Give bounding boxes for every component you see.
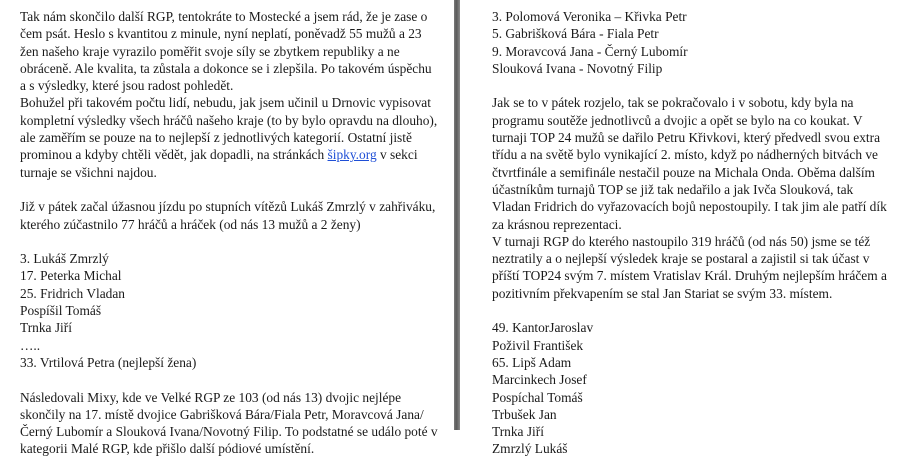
list-item: Marcinkech Josef: [492, 372, 587, 388]
list-item: Pospíšil Tomáš: [20, 303, 102, 319]
sipky-org-link[interactable]: šipky.org: [327, 147, 377, 163]
list-item: 3. Lukáš Zmrzlý: [20, 251, 109, 267]
warmup-results-list: [20, 250, 438, 371]
list-item: 49. KantorJaroslav: [492, 320, 594, 336]
summary-paragraph: [20, 94, 438, 180]
list-item: Trbušek Jan: [492, 406, 557, 422]
list-item: 17. Peterka Michal: [20, 268, 122, 284]
left-column: [20, 8, 438, 458]
list-item: 5. Gabrišková Bára - Fiala Petr: [492, 26, 659, 42]
list-item: Trnka Jiří: [492, 424, 544, 440]
summary-text-end: v sekci turnaje se všichni najdou.: [20, 147, 418, 180]
list-item: 9. Moravcová Jana - Černý Lubomír: [492, 43, 688, 59]
list-item: 33. Vrtilová Petra (nejlepší žena): [20, 354, 197, 370]
list-item: Pospíchal Tomáš: [492, 389, 583, 405]
right-page: [460, 0, 900, 457]
list-item: Trnka Jiří: [20, 320, 72, 336]
mixed-pairs-paragraph: Následovali Mixy, kde ve Velké RGP ze 103 (od nás 13) dvojic nejlépe skončily na 17. místě dvojice Gabrišková Bára/Fiala Petr, Moravcová Jana/Černý Lubomír a Slouková Ivana/Novotný Filip. To podstatné se událo poté v kategorii Malé RGP, kde přišlo další pódiové umístění.: [20, 389, 438, 457]
list-item: 65. Lipš Adam: [492, 354, 572, 370]
intro-paragraph: Tak nám skončilo další RGP, tentokráte to Mostecké a jsem rád, že je zase o čem psát. Heslo s kvantitou z minule, nyní neplatí, poněvadž 55 mužů a 23 žen našeho kraje vyrazilo poměřit svoje síly se zbytkem republiky a ne obráceně. Ale kvalita, ta zůstala a dokonce se i zlepšila. Po takovém úspěchu a s výsledky, které jsou radost pohledět.: [20, 9, 432, 94]
list-item: Zmrzlý Lukáš: [492, 441, 568, 457]
right-column: [492, 8, 892, 458]
summary-text-start: Bohužel při takovém počtu lidí, nebudu, jak jsem učinil u Drnovic vypisovat kompletní výsledky všech hráčů našeho kraje (to by bylo opravdu na dlouho), ale zaměřím se pouze na to nejlepší z jednotlivých kategorií. Ostatní jistě prominou a kdyby chtěli vědět, jak dopadli, na stránkách: [20, 95, 438, 163]
list-item: 3. Polomová Veronika – Křivka Petr: [492, 9, 687, 24]
saturday-paragraph: Jak se to v pátek rozjelo, tak se pokračovalo i v sobotu, kdy byla na programu soutěže jednotlivců a dvojic a opět se bylo na co koukat. V turnaji TOP 24 mužů se dařilo Petru Křivkovi, který předvedl svou extra třídu a na světě bylo vynikající 2. místo, když po nádherných bitvách ve čtvrtfinále a semifinále nestačil pouze na Michala Onda. Oběma dalším účastníkům turnajů TOP se již tak nedařilo a jak Ivča Slouková, tak Vladan Fridrich do vyřazovacích bojů nepostoupily. I tak jim ale patří dík za krásnou reprezentaci.: [492, 95, 887, 232]
rgp-results-list: [492, 319, 892, 457]
list-item: 25. Fridrich Vladan: [20, 285, 125, 301]
friday-paragraph: Již v pátek začal úžasnou jízdu po stupních vítězů Lukáš Zmrzlý v zahřiváku, kterého zúčastnilo 77 hráčů a hráček (od nás 13 mužů a 2 ženy): [20, 199, 436, 232]
list-item: …..: [20, 337, 41, 353]
list-item: Slouková Ivana - Novotný Filip: [492, 60, 663, 76]
list-item: Poživil František: [492, 337, 584, 353]
rgp-paragraph: V turnaji RGP do kterého nastoupilo 319 hráčů (od nás 50) jsme se též neztratily a o nejlepší výsledek kraje se postaral a zajistil si tak účast v příští TOP24 svým 7. místem Vratislav Král. Druhým nejlepším hráčem a pozitivním překvapením se stal Jan Stariat se svým 33. místem.: [492, 233, 887, 301]
pairs-results-list: [492, 8, 892, 77]
